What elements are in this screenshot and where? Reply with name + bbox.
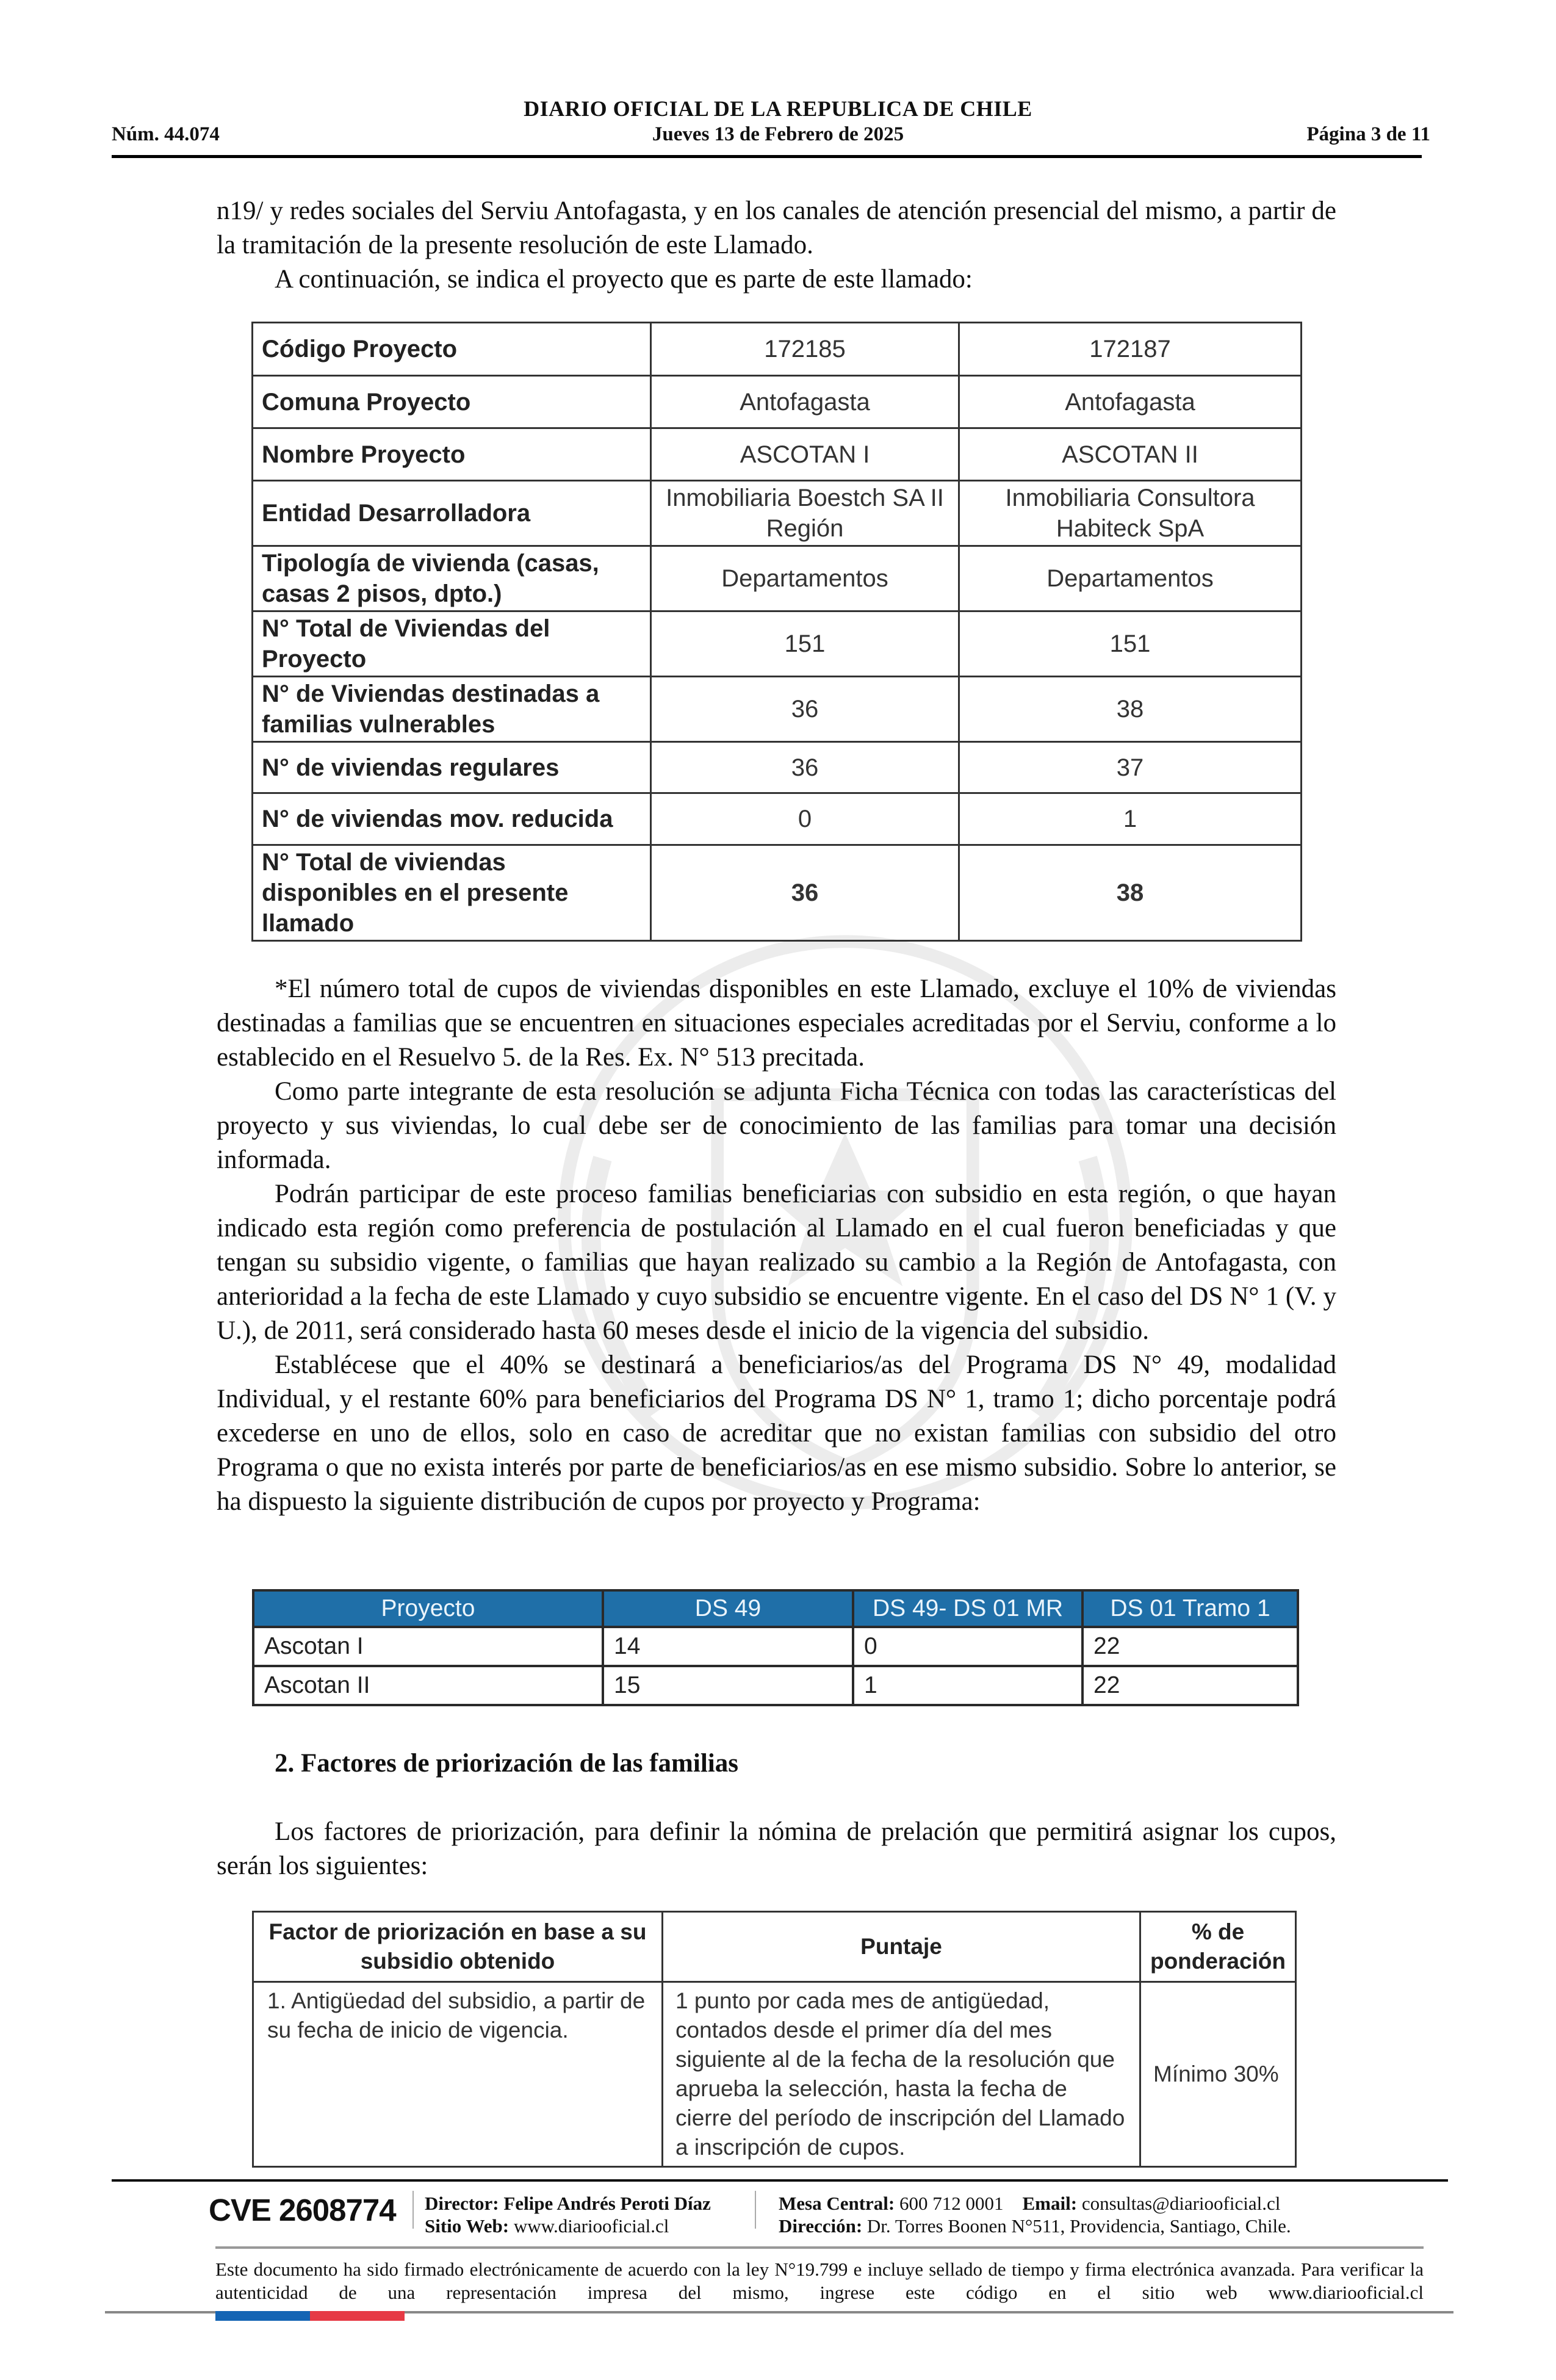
footer-contact-block: [779, 2192, 1291, 2237]
note-paragraph: *El número total de cupos de viviendas disponibles en este Llamado, excluye el 10% de viviendas destinadas a familias que se encuentren en situaciones especiales acreditadas por el Serviu, conforme a lo establecido en el Resuelvo 5. de la Res. Ex. N° 513 precitada.: [217, 975, 1336, 1072]
row-label: N° Total de viviendas disponibles en el presente llamado: [253, 845, 651, 941]
project-2-value: 151: [959, 611, 1302, 677]
project-2-value: Departamentos: [959, 546, 1302, 611]
project-2-value: 37: [959, 742, 1302, 793]
footer-separator: [412, 2191, 414, 2229]
project-2-value: Inmobiliaria Consultora Habiteck SpA: [959, 481, 1302, 546]
section-2: [217, 1747, 1336, 1883]
project-1-value: 0: [651, 793, 959, 845]
issue-date: Jueves 13 de Febrero de 2025: [652, 123, 904, 145]
ds49-ds01-mr-cell: 0: [853, 1627, 1082, 1666]
column-header: DS 01 Tramo 1: [1082, 1590, 1298, 1627]
director-name: Felipe Andrés Peroti Díaz: [503, 2193, 711, 2214]
row-label: N° de Viviendas destinadas a familias vulnerables: [253, 677, 651, 742]
ds49-cell: 14: [603, 1627, 853, 1666]
website-link[interactable]: www.diariooficial.cl: [513, 2215, 669, 2237]
table-header-row: [253, 1912, 1296, 1982]
conditions-section: [217, 972, 1336, 1519]
score-cell: 1 punto por cada mes de antigüedad, contados desde el primer día del mes siguiente al de la fecha de la resolución que aprueba la selección, hasta la fecha de cierre del período de inscripción del Llamado a inscripción de cupos.: [663, 1982, 1140, 2167]
table-row: [253, 1666, 1298, 1705]
table-row: [253, 546, 1302, 611]
project-2-value: 1: [959, 793, 1302, 845]
row-label: Entidad Desarrolladora: [253, 481, 651, 546]
row-label: N° de viviendas mov. reducida: [253, 793, 651, 845]
cupos-distribution-table: [252, 1589, 1299, 1706]
table-row: [253, 793, 1302, 845]
flag-blue-stripe: [215, 2311, 310, 2321]
project-1-value: 36: [651, 677, 959, 742]
address-value: Dr. Torres Boonen N°511, Providencia, Santiago, Chile.: [866, 2215, 1291, 2237]
column-header: DS 49: [603, 1590, 853, 1627]
table-row: [253, 376, 1302, 428]
row-label: Comuna Proyecto: [253, 376, 651, 428]
priority-factors-table: [252, 1911, 1297, 2168]
row-label: N° de viviendas regulares: [253, 742, 651, 793]
table-row: [253, 677, 1302, 742]
section-heading: 2. Factores de priorización de las familias: [275, 1749, 738, 1778]
participants-paragraph: Podrán participar de este proceso familias beneficiarias con subsidio en esta región, o que hayan indicado esta región como preferencia de postulación al Llamado en el cual fueron beneficiadas y que tengan su subsidio vigente, o familias que hayan realizado su cambio a la Región de Antofagasta, con anterioridad a la fecha de este Llamado y cuyo subsidio se encuentre vigente. En el caso del DS N° 1 (V. y U.), de 2011, será considerado hasta 60 meses desde el inicio de la vigencia del subsidio.: [217, 1180, 1336, 1345]
ds49-cell: 15: [603, 1666, 853, 1705]
row-label: N° Total de Viviendas del Proyecto: [253, 611, 651, 677]
footer-divider: [215, 2246, 1424, 2249]
table-row: [253, 611, 1302, 677]
project-2-value: 172187: [959, 323, 1302, 376]
ds01-tramo1-cell: 22: [1082, 1666, 1298, 1705]
project-2-value: 38: [959, 845, 1302, 941]
ds49-ds01-mr-cell: 1: [853, 1666, 1082, 1705]
footer-divider: [112, 2179, 1448, 2182]
project-1-value: 151: [651, 611, 959, 677]
table-row: [253, 742, 1302, 793]
address-label: Dirección:: [779, 2215, 863, 2237]
legal-notice: Este documento ha sido firmado electrónicamente de acuerdo con la ley N°19.799 e incluye sellado de tiempo y firma electrónica avanzada. Para verificar la autenticidad de una representación impresa del mismo, ingrese este código en el sitio web www.diariooficial.cl: [215, 2259, 1424, 2303]
project-1-value: 172185: [651, 323, 959, 376]
footer-separator: [755, 2191, 756, 2229]
intro-paragraph: n19/ y redes sociales del Serviu Antofagasta, y en los canales de atención presencial del mismo, a partir de la tramitación de la presente resolución de este Llamado.: [217, 197, 1336, 259]
ficha-paragraph: Como parte integrante de esta resolución se adjunta Ficha Técnica con todas las características del proyecto y sus viviendas, lo cual debe ser de conocimiento de las familias para tomar una decisión informada.: [217, 1077, 1336, 1174]
project-cell: Ascotan II: [253, 1666, 603, 1705]
row-label: Código Proyecto: [253, 323, 651, 376]
project-1-value: ASCOTAN I: [651, 428, 959, 481]
project-1-value: Inmobiliaria Boestch SA II Región: [651, 481, 959, 546]
project-2-value: 38: [959, 677, 1302, 742]
issue-number: Núm. 44.074: [112, 123, 220, 145]
column-header: Proyecto: [253, 1590, 603, 1627]
flag-red-stripe: [310, 2311, 405, 2321]
cve-code: CVE 2608774: [209, 2193, 396, 2227]
weight-cell: Mínimo 30%: [1140, 1982, 1296, 2167]
phone-label: Mesa Central:: [779, 2193, 895, 2214]
intro-section: [217, 194, 1336, 297]
email-link[interactable]: consultas@diariooficial.cl: [1081, 2193, 1281, 2214]
column-header: DS 49- DS 01 MR: [853, 1590, 1082, 1627]
table-row: [253, 1982, 1296, 2167]
table-header-row: [253, 1590, 1298, 1627]
row-label: Nombre Proyecto: [253, 428, 651, 481]
director-label: Director:: [425, 2193, 499, 2214]
column-header: Puntaje: [663, 1912, 1140, 1982]
column-header: Factor de priorización en base a su subsidio obtenido: [253, 1912, 663, 1982]
section-intro: Los factores de priorización, para definir la nómina de prelación que permitirá asignar los cupos, serán los siguientes:: [217, 1817, 1336, 1880]
project-1-value: Departamentos: [651, 546, 959, 611]
table-row: [253, 428, 1302, 481]
gazette-title: DIARIO OFICIAL DE LA REPUBLICA DE CHILE: [524, 96, 1032, 121]
project-2-value: ASCOTAN II: [959, 428, 1302, 481]
ds01-tramo1-cell: 22: [1082, 1627, 1298, 1666]
row-label: Tipología de vivienda (casas, casas 2 pisos, dpto.): [253, 546, 651, 611]
table-row: [253, 845, 1302, 941]
intro-lead: A continuación, se indica el proyecto que es parte de este llamado:: [275, 265, 973, 294]
project-1-value: 36: [651, 845, 959, 941]
table-row: [253, 481, 1302, 546]
column-header: % de ponderación: [1140, 1912, 1296, 1982]
project-table: [251, 322, 1302, 942]
phone-value: 600 712 0001: [899, 2193, 1004, 2214]
table-row: [253, 1627, 1298, 1666]
footer-director-block: [425, 2192, 711, 2237]
header-divider: [112, 155, 1422, 158]
distribution-paragraph: Establécese que el 40% se destinará a beneficiarios/as del Programa DS N° 49, modalidad Individual, y el restante 60% para beneficiarios del Programa DS N° 1, tramo 1; dicho porcentaje podrá excederse en uno de ellos, solo en caso de acreditar que no existan familias con subsidio del otro Programa o que no exista interés por parte de beneficiarios/as en ese mismo subsidio. Sobre lo anterior, se ha dispuesto la siguiente distribución de cupos por proyecto y Programa:: [217, 1350, 1336, 1516]
website-label: Sitio Web:: [425, 2215, 510, 2237]
project-1-value: 36: [651, 742, 959, 793]
project-cell: Ascotan I: [253, 1627, 603, 1666]
project-2-value: Antofagasta: [959, 376, 1302, 428]
page-number: Página 3 de 11: [1306, 123, 1430, 145]
factor-cell: 1. Antigüedad del subsidio, a partir de su fecha de inicio de vigencia.: [253, 1982, 663, 2167]
project-1-value: Antofagasta: [651, 376, 959, 428]
email-label: Email:: [1022, 2193, 1078, 2214]
table-row: [253, 323, 1302, 376]
